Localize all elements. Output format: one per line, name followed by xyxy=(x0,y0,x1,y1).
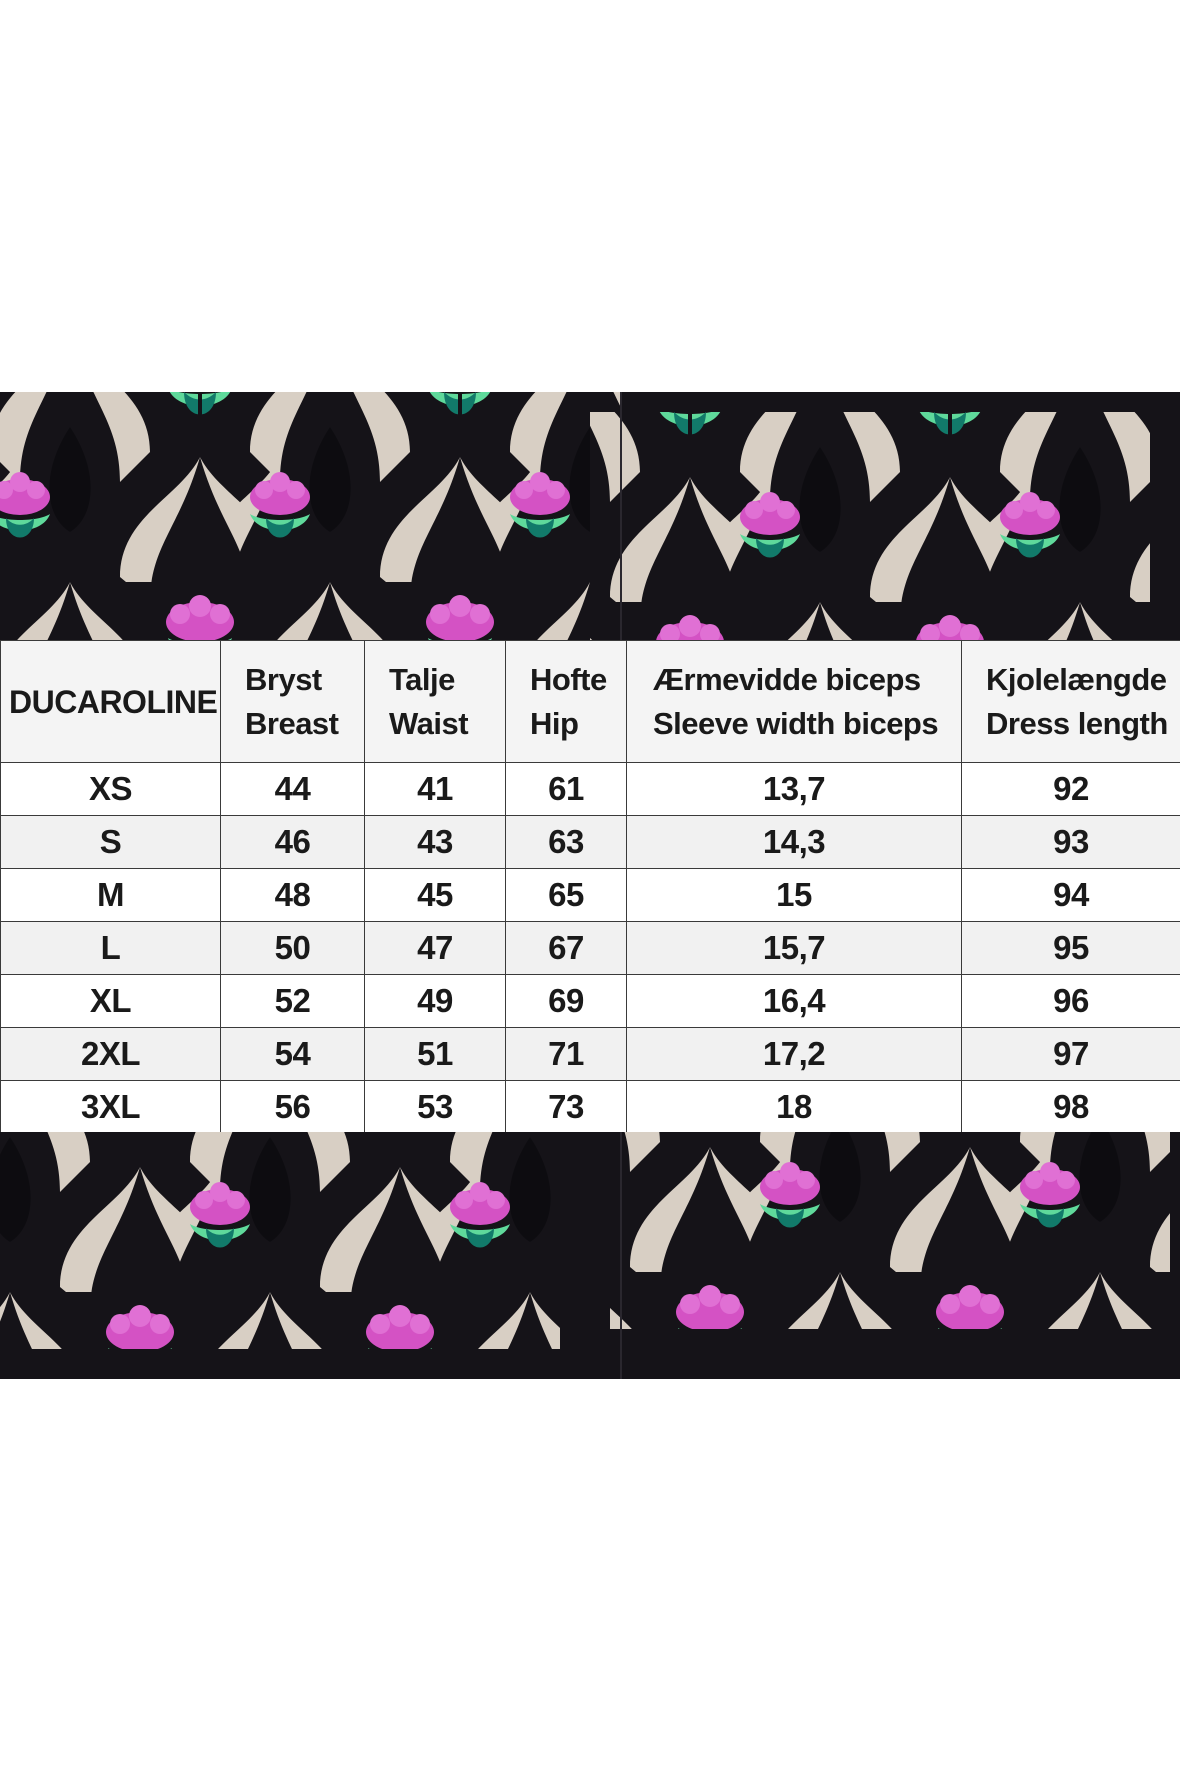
size-cell: L xyxy=(1,922,221,975)
sleeve-cell: 13,7 xyxy=(627,763,962,816)
length-cell: 94 xyxy=(962,869,1180,922)
length-cell: 92 xyxy=(962,763,1180,816)
hip-cell: 63 xyxy=(506,816,627,869)
waist-cell: 43 xyxy=(365,816,506,869)
table-row xyxy=(1,869,1180,922)
sleeve-cell: 17,2 xyxy=(627,1028,962,1081)
hip-cell: 69 xyxy=(506,975,627,1028)
size-cell: 2XL xyxy=(1,1028,221,1081)
sleeve-cell: 18 xyxy=(627,1081,962,1134)
header-brand: DUCAROLINE xyxy=(1,641,221,763)
fabric-pattern-top xyxy=(0,392,1180,640)
header-dress-length: Kjolelængde Dress length xyxy=(962,641,1180,763)
breast-cell: 56 xyxy=(221,1081,365,1134)
table-row xyxy=(1,816,1180,869)
size-cell: S xyxy=(1,816,221,869)
table-row xyxy=(1,975,1180,1028)
sleeve-cell: 16,4 xyxy=(627,975,962,1028)
breast-cell: 46 xyxy=(221,816,365,869)
breast-cell: 48 xyxy=(221,869,365,922)
length-cell: 96 xyxy=(962,975,1180,1028)
fabric-pattern-bottom xyxy=(0,1132,1180,1379)
waist-cell: 45 xyxy=(365,869,506,922)
header-sleeve-width: Ærmevidde biceps Sleeve width biceps xyxy=(627,641,962,763)
length-cell: 93 xyxy=(962,816,1180,869)
hip-cell: 67 xyxy=(506,922,627,975)
hip-cell: 73 xyxy=(506,1081,627,1134)
header-waist: Talje Waist xyxy=(365,641,506,763)
waist-cell: 49 xyxy=(365,975,506,1028)
size-cell: XL xyxy=(1,975,221,1028)
waist-cell: 53 xyxy=(365,1081,506,1134)
breast-cell: 52 xyxy=(221,975,365,1028)
table-row xyxy=(1,922,1180,975)
sleeve-cell: 14,3 xyxy=(627,816,962,869)
waist-cell: 41 xyxy=(365,763,506,816)
size-cell: M xyxy=(1,869,221,922)
breast-cell: 54 xyxy=(221,1028,365,1081)
table-row xyxy=(1,1081,1180,1134)
hip-cell: 61 xyxy=(506,763,627,816)
length-cell: 98 xyxy=(962,1081,1180,1134)
photo-seam xyxy=(620,392,622,640)
header-breast: Bryst Breast xyxy=(221,641,365,763)
waist-cell: 47 xyxy=(365,922,506,975)
sleeve-cell: 15 xyxy=(627,869,962,922)
size-cell: 3XL xyxy=(1,1081,221,1134)
photo-seam xyxy=(620,1132,622,1379)
header-hip: Hofte Hip xyxy=(506,641,627,763)
waist-cell: 51 xyxy=(365,1028,506,1081)
size-cell: XS xyxy=(1,763,221,816)
breast-cell: 50 xyxy=(221,922,365,975)
floral-pattern-graphic xyxy=(0,1132,1180,1379)
floral-pattern-graphic xyxy=(0,392,1180,640)
hip-cell: 71 xyxy=(506,1028,627,1081)
hip-cell: 65 xyxy=(506,869,627,922)
length-cell: 97 xyxy=(962,1028,1180,1081)
header-row xyxy=(1,641,1180,763)
length-cell: 95 xyxy=(962,922,1180,975)
breast-cell: 44 xyxy=(221,763,365,816)
size-chart-table xyxy=(0,640,1180,1134)
table-row xyxy=(1,763,1180,816)
sleeve-cell: 15,7 xyxy=(627,922,962,975)
table-row xyxy=(1,1028,1180,1081)
